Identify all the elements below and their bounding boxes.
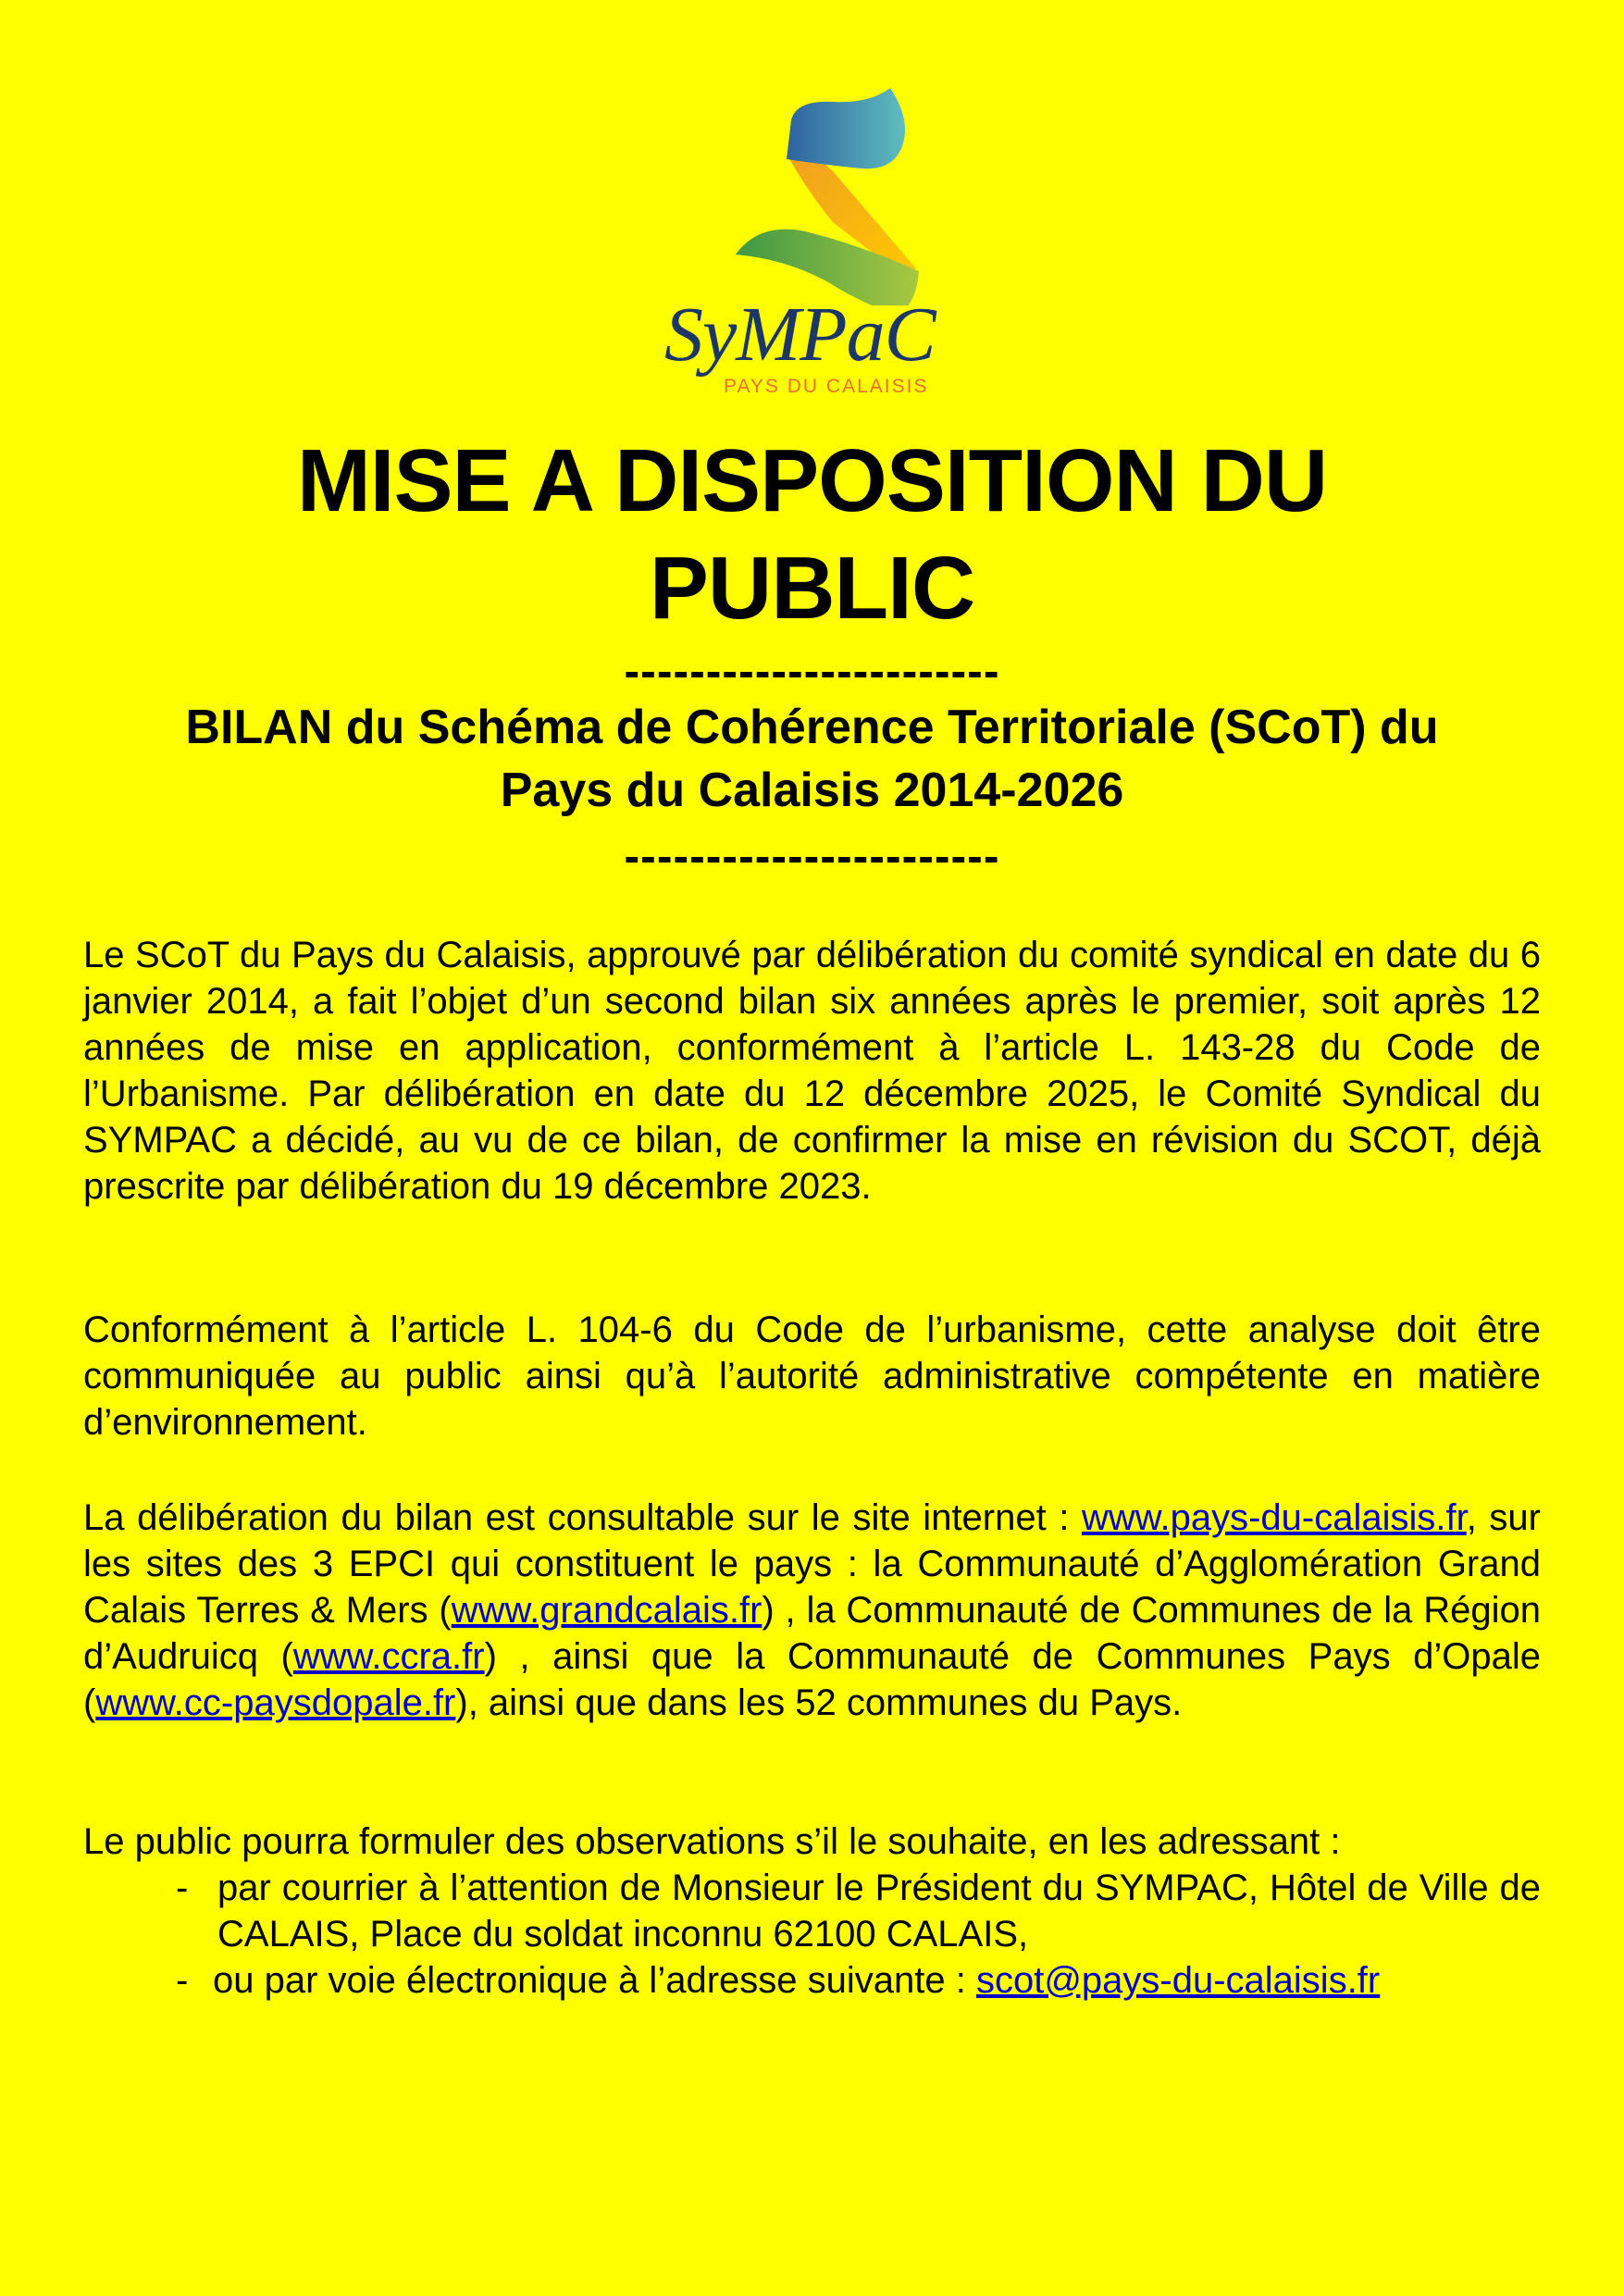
observations-intro: Le public pourra formuler des observations s’il le souhaite, en les adressant :	[83, 1821, 1341, 1862]
subtitle-line-2: Pays du Calaisis 2014-2026	[500, 763, 1124, 817]
email-link[interactable]: scot@pays-du-calaisis.fr	[975, 1960, 1381, 2001]
link-grandcalais[interactable]: www.grandcalais.fr	[451, 1590, 762, 1631]
link-pays-du-calaisis[interactable]: www.pays-du-calaisis.fr	[1082, 1497, 1467, 1538]
separator-top: -----------------------	[624, 645, 1000, 697]
contact-methods-list	[83, 1865, 1541, 2004]
text-segment: La délibération du bilan est consultable sur le site internet :	[83, 1497, 1083, 1538]
logo-tagline: PAYS DU CALAISIS	[724, 376, 929, 397]
title-line-1: MISE A DISPOSITION DU	[296, 431, 1328, 530]
ribbon-s-icon	[648, 83, 962, 305]
title-line-2: PUBLIC	[649, 539, 975, 638]
page-subtitle	[0, 696, 1624, 822]
link-cc-paysdopale[interactable]: www.cc-paysdopale.fr	[95, 1682, 456, 1723]
paragraph-legal-basis: Conformément à l’article L. 104-6 du Code de l’urbanisme, cette analyse doit être communiquée au public ainsi qu’à l’autorité administrative compétente en matière d’environnement.	[83, 1309, 1541, 1443]
subtitle-line-1: BILAN du Schéma de Cohérence Territoriale (SCoT) du	[185, 701, 1439, 754]
email-instructions: ou par voie électronique à l’adresse suivante :	[213, 1960, 976, 2001]
bullet-dash: -	[176, 1960, 189, 2001]
paragraph-consultation	[83, 1495, 1541, 1726]
link-ccra[interactable]: www.ccra.fr	[292, 1636, 485, 1677]
list-item-mail	[83, 1865, 1541, 1957]
paragraph-approval: Le SCoT du Pays du Calaisis, approuvé par délibération du comité syndical en date du 6 janvier 2014, a fait l’objet d’un second bilan six années après le premier, soit après 12 années de mise en application, conformément à l’article L. 143-28 du Code de l’Urbanisme. Par délibération en date du 12 décembre 2025, le Comité Syndical du SYMPAC a décidé, au vu de ce bilan, de confirmer la mise en révision du SCOT, déjà prescrite par délibération du 19 décembre 2023.	[83, 935, 1541, 1207]
page-title	[0, 428, 1624, 642]
text-segment: , sur les sites des 3 EPCI qui constituent le pays : la Communauté d’Agglomération Grand Calais Terres & Mers (	[83, 1497, 1541, 1631]
sympac-logo	[648, 83, 962, 398]
text-segment: ) , ainsi que la Communauté de Communes Pays d’Opale (	[83, 1636, 1541, 1723]
text-segment: ) , la Communauté de Communes de la Région d’Audruicq (	[83, 1590, 1541, 1677]
logo-wordmark: SyMPaC	[664, 292, 936, 378]
mail-instructions: par courrier à l’attention de Monsieur le Président du SYMPAC, Hôtel de Ville de CALAIS, Place du soldat inconnu 62100 CALAIS,	[217, 1868, 1541, 1955]
paragraph-observations	[83, 1818, 1541, 2004]
text-segment: ), ainsi que dans les 52 communes du Pays.	[455, 1682, 1183, 1723]
bullet-dash: -	[176, 1868, 189, 1908]
separator-bottom: -----------------------	[624, 830, 1000, 882]
list-item-email	[83, 1957, 1541, 2004]
